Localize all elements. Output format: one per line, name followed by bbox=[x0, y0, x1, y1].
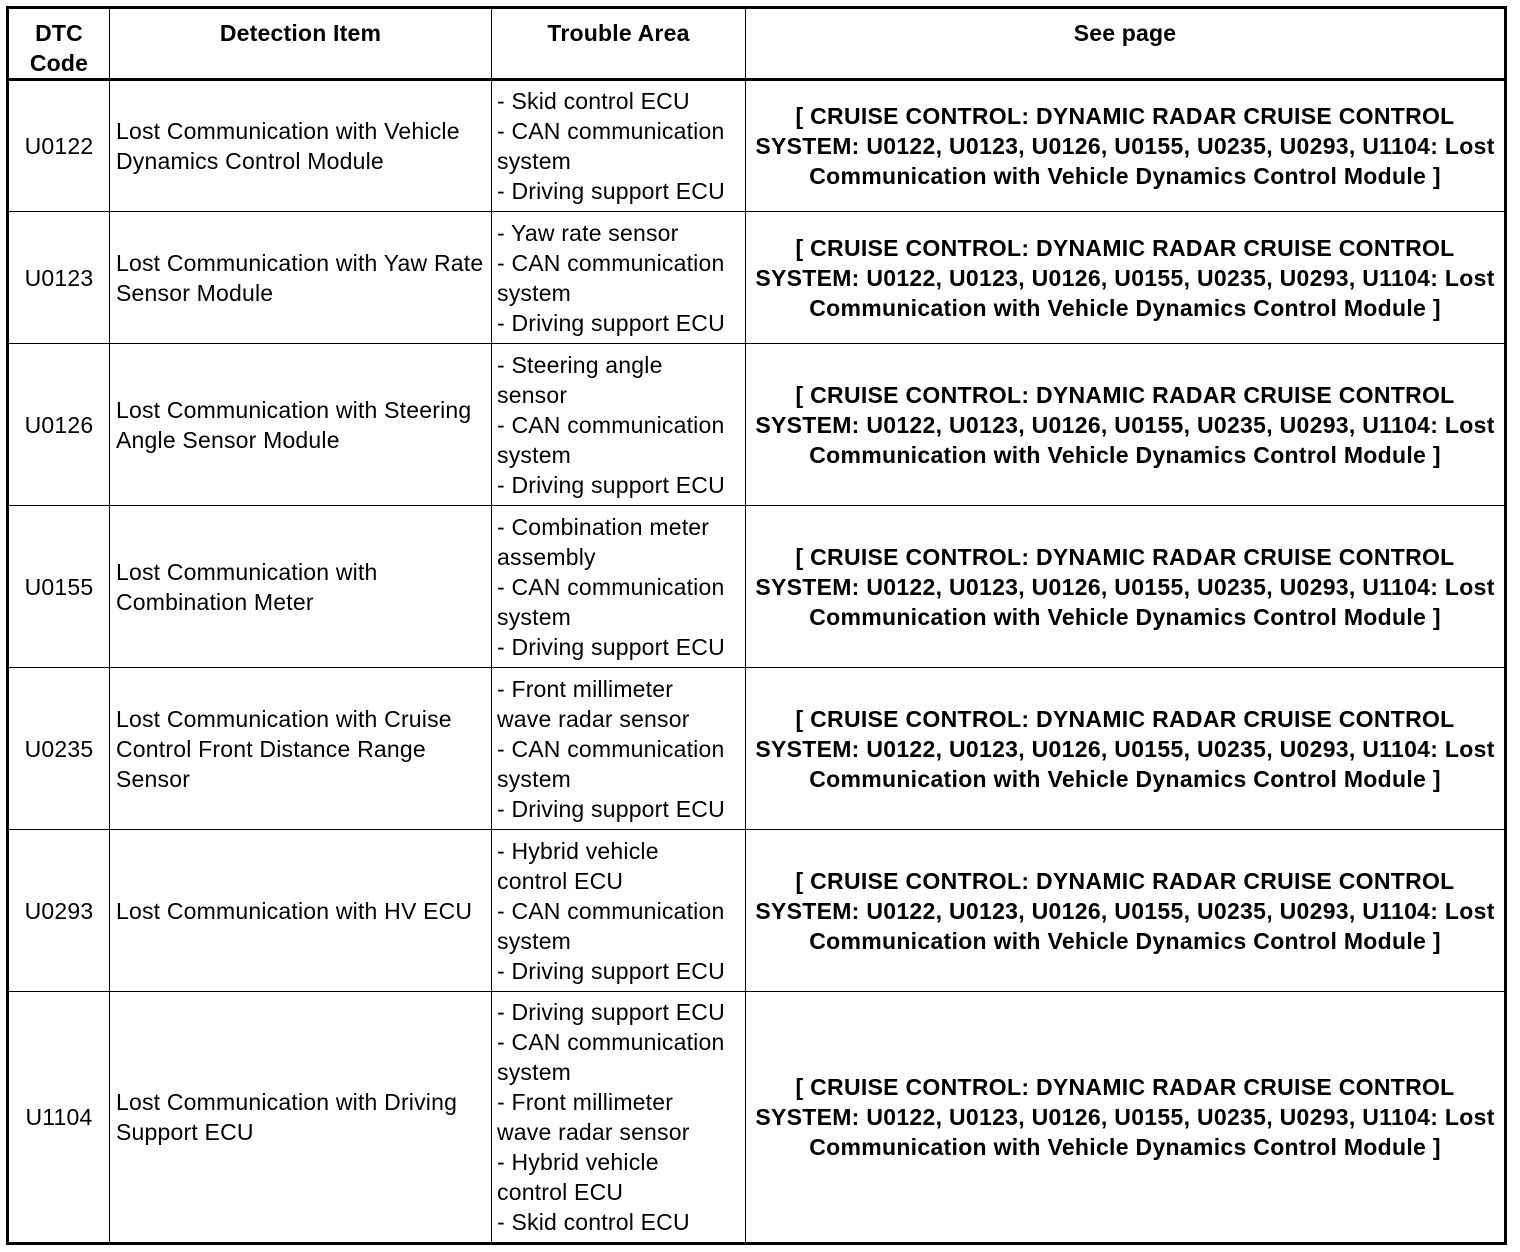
trouble-area-line: - CAN communication bbox=[497, 573, 725, 600]
trouble-area-line: assembly bbox=[497, 543, 596, 570]
trouble-area-cell bbox=[492, 506, 746, 668]
trouble-area-line: - Front millimeter bbox=[497, 1089, 674, 1115]
trouble-area-line: control ECU bbox=[497, 867, 624, 894]
detection-item-cell: Lost Communication with HV ECU bbox=[110, 830, 492, 992]
table-row bbox=[8, 344, 1506, 506]
trouble-area-cell bbox=[492, 668, 746, 830]
detection-item-cell: Lost Communication with Vehicle Dynamics Control Module bbox=[110, 80, 492, 212]
dtc-table bbox=[6, 6, 1507, 1245]
trouble-area-line: - CAN communication bbox=[497, 249, 725, 276]
dtc-code-cell: U0293 bbox=[8, 830, 110, 992]
table-row bbox=[8, 830, 1506, 992]
trouble-area-line: - CAN communication bbox=[497, 735, 725, 762]
trouble-area-line: - Driving support ECU bbox=[497, 795, 725, 822]
trouble-area-line: - Driving support ECU bbox=[497, 471, 725, 498]
trouble-area-line: - Hybrid vehicle bbox=[497, 837, 659, 864]
trouble-area-line: system bbox=[497, 441, 572, 468]
trouble-area-line: - CAN communication bbox=[497, 897, 725, 924]
trouble-area-line: - CAN communication bbox=[497, 118, 725, 144]
see-page-link[interactable]: [ CRUISE CONTROL: DYNAMIC RADAR CRUISE CONTROL SYSTEM: U0122, U0123, U0126, U0155, U0235, U0293, U1104: Lost Communication with Vehicle Dynamics Control Module ] bbox=[746, 506, 1506, 668]
trouble-area-line: - Yaw rate sensor bbox=[497, 219, 679, 246]
trouble-area-line: - Driving support ECU bbox=[497, 309, 725, 336]
table-body bbox=[8, 80, 1506, 1244]
dtc-code-cell: U0235 bbox=[8, 668, 110, 830]
trouble-area-line: system bbox=[497, 603, 572, 630]
see-page-link[interactable]: [ CRUISE CONTROL: DYNAMIC RADAR CRUISE CONTROL SYSTEM: U0122, U0123, U0126, U0155, U0235, U0293, U1104: Lost Communication with Vehicle Dynamics Control Module ] bbox=[746, 992, 1506, 1244]
trouble-area-line: system bbox=[497, 1059, 572, 1085]
dtc-code-cell: U1104 bbox=[8, 992, 110, 1244]
header-row bbox=[8, 8, 1506, 80]
header-trouble-area: Trouble Area bbox=[492, 8, 746, 80]
table-row bbox=[8, 992, 1506, 1244]
trouble-area-cell bbox=[492, 80, 746, 212]
trouble-area-line: - Front millimeter bbox=[497, 675, 674, 702]
table-row bbox=[8, 212, 1506, 344]
detection-item-cell: Lost Communication with Yaw Rate Sensor Module bbox=[110, 212, 492, 344]
detection-item-cell: Lost Communication with Driving Support ECU bbox=[110, 992, 492, 1244]
dtc-code-cell: U0122 bbox=[8, 80, 110, 212]
trouble-area-line: - CAN communication bbox=[497, 411, 725, 438]
trouble-area-line: - Hybrid vehicle bbox=[497, 1149, 659, 1175]
see-page-link[interactable]: [ CRUISE CONTROL: DYNAMIC RADAR CRUISE CONTROL SYSTEM: U0122, U0123, U0126, U0155, U0235, U0293, U1104: Lost Communication with Vehicle Dynamics Control Module ] bbox=[746, 212, 1506, 344]
trouble-area-line: - Skid control ECU bbox=[497, 1209, 690, 1235]
trouble-area-line: system bbox=[497, 765, 572, 792]
trouble-area-line: - Combination meter bbox=[497, 513, 710, 540]
trouble-area-line: - Driving support ECU bbox=[497, 999, 725, 1025]
trouble-area-cell bbox=[492, 830, 746, 992]
trouble-area-line: wave radar sensor bbox=[497, 705, 690, 732]
table-row bbox=[8, 668, 1506, 830]
trouble-area-line: - CAN communication bbox=[497, 1029, 725, 1055]
detection-item-cell: Lost Communication with Steering Angle Sensor Module bbox=[110, 344, 492, 506]
header-dtc-code: DTC Code bbox=[8, 8, 110, 80]
trouble-area-line: - Driving support ECU bbox=[497, 633, 725, 660]
trouble-area-cell bbox=[492, 992, 746, 1244]
trouble-area-cell bbox=[492, 344, 746, 506]
dtc-code-cell: U0155 bbox=[8, 506, 110, 668]
trouble-area-line: system bbox=[497, 148, 572, 174]
trouble-area-line: system bbox=[497, 279, 572, 306]
see-page-link[interactable]: [ CRUISE CONTROL: DYNAMIC RADAR CRUISE CONTROL SYSTEM: U0122, U0123, U0126, U0155, U0235, U0293, U1104: Lost Communication with Vehicle Dynamics Control Module ] bbox=[746, 80, 1506, 212]
table-header bbox=[8, 8, 1506, 80]
trouble-area-cell bbox=[492, 212, 746, 344]
detection-item-cell: Lost Communication with Combination Meter bbox=[110, 506, 492, 668]
trouble-area-line: system bbox=[497, 927, 572, 954]
trouble-area-line: - Skid control ECU bbox=[497, 88, 690, 114]
trouble-area-line: sensor bbox=[497, 381, 568, 408]
trouble-area-line: control ECU bbox=[497, 1179, 624, 1205]
see-page-link[interactable]: [ CRUISE CONTROL: DYNAMIC RADAR CRUISE CONTROL SYSTEM: U0122, U0123, U0126, U0155, U0235, U0293, U1104: Lost Communication with Vehicle Dynamics Control Module ] bbox=[746, 830, 1506, 992]
dtc-code-cell: U0123 bbox=[8, 212, 110, 344]
see-page-link[interactable]: [ CRUISE CONTROL: DYNAMIC RADAR CRUISE CONTROL SYSTEM: U0122, U0123, U0126, U0155, U0235, U0293, U1104: Lost Communication with Vehicle Dynamics Control Module ] bbox=[746, 668, 1506, 830]
table-row bbox=[8, 80, 1506, 212]
trouble-area-line: wave radar sensor bbox=[497, 1119, 690, 1145]
header-detection-item: Detection Item bbox=[110, 8, 492, 80]
trouble-area-line: - Driving support ECU bbox=[497, 178, 725, 204]
header-see-page: See page bbox=[746, 8, 1506, 80]
dtc-code-cell: U0126 bbox=[8, 344, 110, 506]
see-page-link[interactable]: [ CRUISE CONTROL: DYNAMIC RADAR CRUISE CONTROL SYSTEM: U0122, U0123, U0126, U0155, U0235, U0293, U1104: Lost Communication with Vehicle Dynamics Control Module ] bbox=[746, 344, 1506, 506]
trouble-area-line: - Driving support ECU bbox=[497, 957, 725, 984]
trouble-area-line: - Steering angle bbox=[497, 351, 663, 378]
table-row bbox=[8, 506, 1506, 668]
detection-item-cell: Lost Communication with Cruise Control Front Distance Range Sensor bbox=[110, 668, 492, 830]
